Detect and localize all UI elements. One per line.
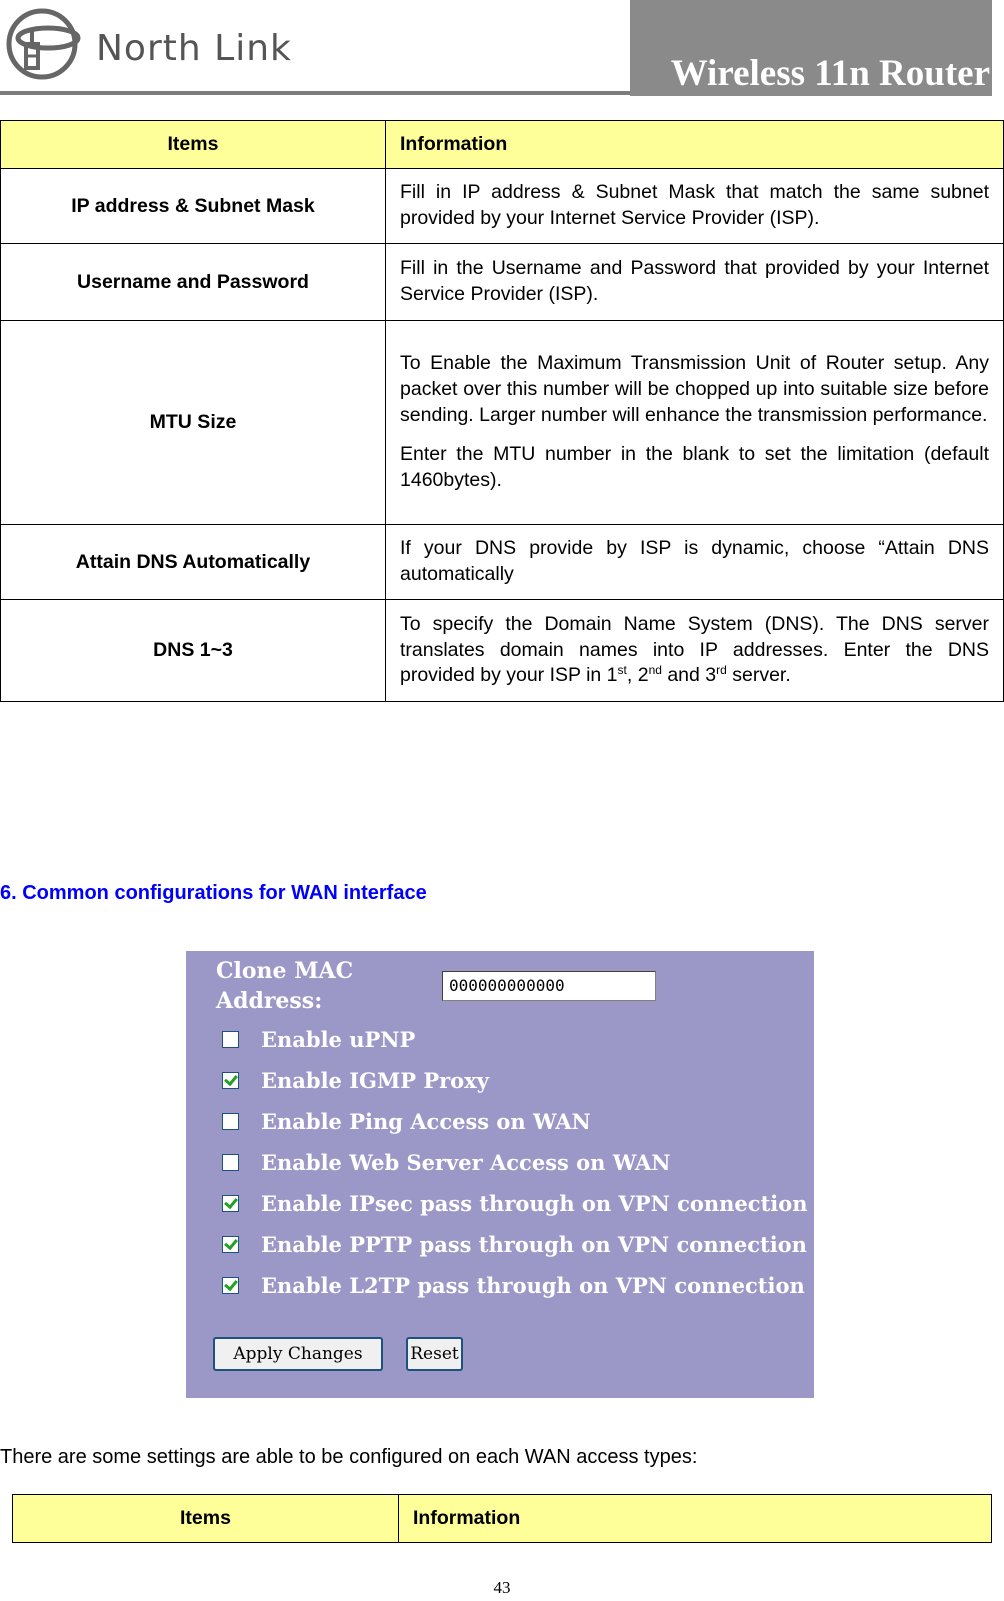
dns-sup-1: st [617, 663, 627, 678]
wan-config-screenshot [186, 951, 814, 1398]
row-information: Fill in IP address & Subnet Mask that match the same subnet provided by your Internet Service Provider (ISP). [386, 169, 1004, 244]
header-information: Information [399, 1495, 992, 1543]
page-header [0, 0, 1004, 100]
router-globe-icon [4, 4, 94, 84]
mtu-paragraph-2: Enter the MTU number in the blank to set the limitation (default 1460bytes). [400, 443, 989, 492]
option-label: Enable Ping Access on WAN [261, 1108, 591, 1134]
header-items: Items [13, 1495, 399, 1543]
checkbox[interactable] [222, 1113, 239, 1130]
option-web-server-access[interactable] [222, 1147, 670, 1177]
table-header-row [13, 1495, 992, 1543]
option-label: Enable IPsec pass through on VPN connection [261, 1190, 808, 1216]
table-row [1, 321, 1004, 525]
checkbox[interactable] [222, 1154, 239, 1171]
row-item: Username and Password [1, 244, 386, 321]
option-label: Enable L2TP pass through on VPN connection [261, 1272, 805, 1298]
body-paragraph: There are some settings are able to be configured on each WAN access types: [0, 1446, 698, 1468]
clone-mac-input[interactable]: 000000000000 [442, 971, 656, 1001]
table-row [1, 169, 1004, 244]
checkbox[interactable] [222, 1072, 239, 1089]
northlink-logo [4, 4, 304, 84]
clone-mac-label: Clone MAC Address: [216, 958, 354, 1014]
row-information: Fill in the Username and Password that provided by your Internet Service Provider (ISP). [386, 244, 1004, 321]
logo-text: North Link [96, 28, 292, 69]
checkbox[interactable] [222, 1195, 239, 1212]
checkbox[interactable] [222, 1277, 239, 1294]
option-label: Enable IGMP Proxy [261, 1067, 489, 1093]
checkbox[interactable] [222, 1031, 239, 1048]
option-ipsec-passthrough[interactable] [222, 1188, 808, 1218]
option-label: Enable Web Server Access on WAN [261, 1149, 671, 1175]
row-item: DNS 1~3 [1, 600, 386, 702]
table-row [1, 525, 1004, 600]
table-header-row [1, 121, 1004, 169]
row-item: IP address & Subnet Mask [1, 169, 386, 244]
header-information: Information [386, 121, 1004, 169]
apply-changes-button[interactable]: Apply Changes [213, 1337, 383, 1371]
page-number: 43 [493, 1578, 511, 1597]
header-rule [0, 91, 632, 95]
option-pptp-passthrough[interactable] [222, 1229, 807, 1259]
dns-sup-3: rd [716, 663, 727, 678]
dns-text: server. [726, 664, 791, 687]
dns-sup-2: nd [648, 663, 662, 678]
dns-text: and 3 [661, 664, 717, 687]
settings-table [0, 120, 1004, 702]
table-row [1, 600, 1004, 702]
table-row [1, 244, 1004, 321]
row-information [386, 321, 1004, 525]
checkbox[interactable] [222, 1236, 239, 1253]
dns-text: , 2 [626, 664, 649, 687]
option-l2tp-passthrough[interactable] [222, 1270, 805, 1300]
dns-text: To specify the Domain Name System (DNS). The DNS server translates domain names into IP addresses. Enter the DNS provided by your ISP in 1 [400, 612, 989, 687]
option-ping-access[interactable] [222, 1106, 591, 1136]
row-item: MTU Size [1, 321, 386, 525]
row-item: Attain DNS Automatically [1, 525, 386, 600]
mtu-paragraph-1: To Enable the Maximum Transmission Unit of Router setup. Any packet over this number will be chopped up into suitable size before sending. Larger number will enhance the transmission performance. [400, 352, 989, 426]
document-title: Wireless 11n Router [670, 53, 990, 94]
access-types-table [12, 1494, 992, 1543]
header-items: Items [1, 121, 386, 169]
option-label: Enable PPTP pass through on VPN connection [261, 1231, 807, 1257]
option-igmp-proxy[interactable] [222, 1065, 489, 1095]
option-label: Enable uPNP [261, 1026, 416, 1052]
row-information: If your DNS provide by ISP is dynamic, choose “Attain DNS automatically [386, 525, 1004, 600]
option-upnp[interactable] [222, 1024, 415, 1054]
row-information [386, 600, 1004, 702]
reset-button[interactable]: Reset [406, 1337, 463, 1371]
section-heading: 6. Common configurations for WAN interface [0, 882, 427, 904]
